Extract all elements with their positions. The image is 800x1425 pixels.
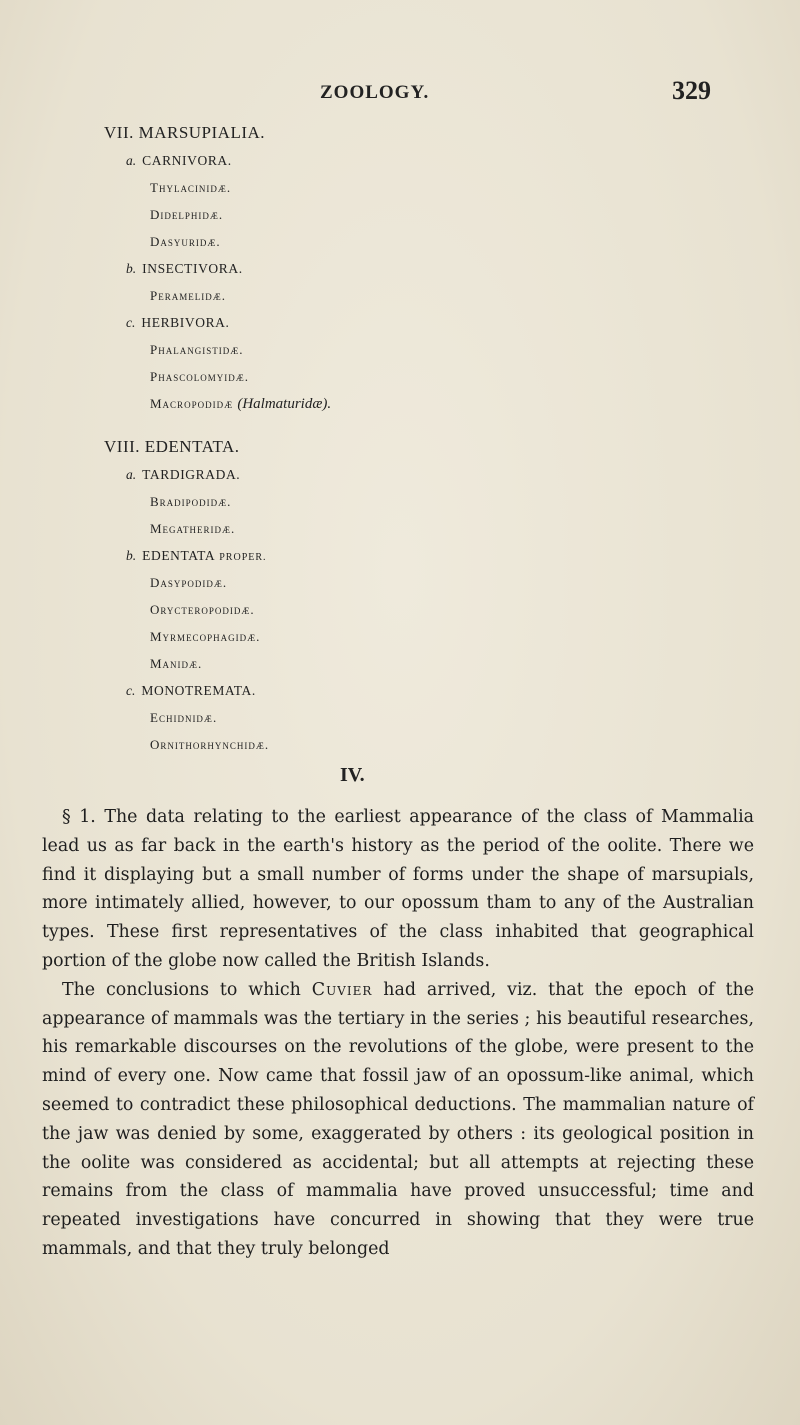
family-name: Phalangistidæ. bbox=[150, 342, 244, 357]
running-head bbox=[0, 78, 800, 108]
subgroup-heading: b. EDENTATA PROPER. bbox=[126, 548, 267, 563]
synonym: (Halmaturidæ). bbox=[237, 396, 332, 412]
family-name: Dasyuridæ. bbox=[150, 234, 221, 249]
family-name: Manidæ. bbox=[150, 656, 203, 671]
subgroup-heading: c. MONOTREMATA. bbox=[126, 683, 256, 698]
order-heading: VII. MARSUPIALIA. bbox=[104, 123, 266, 142]
family-name: Ornithorhynchidæ. bbox=[150, 737, 270, 752]
subgroup-heading: b. INSECTIVORA. bbox=[126, 261, 243, 276]
family-name: Didelphidæ. bbox=[150, 207, 224, 222]
section-number: IV. bbox=[340, 764, 365, 786]
family-name: Peramelidæ. bbox=[150, 288, 226, 303]
family-name: Orycteropodidæ. bbox=[150, 602, 255, 617]
subgroup-heading: c. HERBIVORA. bbox=[126, 315, 230, 330]
subgroup-heading: a. TARDIGRADA. bbox=[126, 467, 241, 482]
running-title: ZOOLOGY. bbox=[320, 82, 430, 103]
order-heading: VIII. EDENTATA. bbox=[104, 437, 240, 456]
family-name: Megatheridæ. bbox=[150, 521, 236, 536]
paragraph: § 1. The data relating to the earliest appearance of the class of Mammalia lead us as far back in the earth's history as the period of the oolite. There we find it displaying but a small number of forms under the shape of marsupials, more intimately allied, however, to our opossum tham to any of the Australian types. These first representatives of the class inhabited that geographical portion of the globe now called the British Islands. bbox=[42, 807, 754, 971]
body-text bbox=[42, 803, 754, 1264]
family-name: Bradipodidæ. bbox=[150, 494, 232, 509]
author-name: Cuvier bbox=[311, 979, 373, 1000]
family-name: Phascolomyidæ. bbox=[150, 369, 249, 384]
family-name: Echidnidæ. bbox=[150, 710, 218, 725]
classification-list bbox=[104, 118, 754, 758]
family-name: Dasypodidæ. bbox=[150, 575, 228, 590]
family-name: Myrmecophagidæ. bbox=[150, 629, 261, 644]
family-name: Thylacinidæ. bbox=[150, 180, 232, 195]
paragraph: The conclusions to which Cuvier had arrived, viz. that the epoch of the appearance of mammals was the tertiary in the series ; his beautiful researches, his remarkable discourses on the revolutions of the globe, were present to the mind of every one. Now came that fossil jaw of an opossum-like animal, which seemed to contradict these philosophical deductions. The mammalian nature of the jaw was denied by some, exaggerated by others : its geological position in the oolite was considered as accidental; but all attempts at rejecting these remains from the class of mammalia have proved unsuccessful; time and repeated investigations have concurred in showing that they were true mammals, and that they truly belonged bbox=[42, 979, 754, 1259]
family-name: Macropodidæ (Halmaturidæ). bbox=[150, 396, 332, 412]
subgroup-heading: a. CARNIVORA. bbox=[126, 153, 232, 168]
page-number: 329 bbox=[672, 76, 711, 105]
